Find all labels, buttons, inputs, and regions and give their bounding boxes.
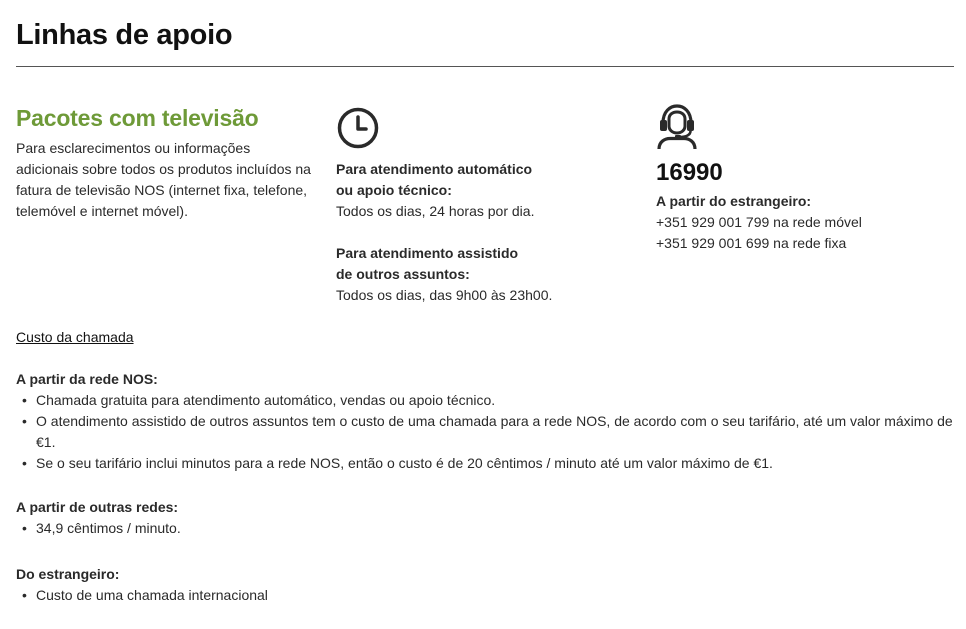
abroad-contact-title: A partir do estrangeiro:: [656, 193, 812, 209]
assisted-service-title-line2: de outros assuntos:: [336, 266, 470, 282]
list-item: • Custo de uma chamada internacional: [16, 585, 956, 606]
list-item: • O atendimento assistido de outros assuntos tem o custo de uma chamada para a rede NOS, de acordo com o seu tarifário, até um valor máximo de €1.: [16, 411, 956, 453]
support-phone-number[interactable]: 16990: [656, 159, 723, 186]
cost-abroad-section: [16, 564, 956, 606]
list-item: • 34,9 cêntimos / minuto.: [16, 518, 956, 539]
list-item: • Se o seu tarifário inclui minutos para a rede NOS, então o custo é de 20 cêntimos / minuto até um valor máximo de €1.: [16, 453, 956, 474]
list-item: • Chamada gratuita para atendimento automático, vendas ou apoio técnico.: [16, 390, 956, 411]
abroad-fixed-number: +351 929 001 699 na rede fixa: [656, 235, 847, 251]
automatic-service-title-line1: Para atendimento automático: [336, 161, 533, 177]
contact-column: [656, 102, 956, 254]
tv-packages-description: Para esclarecimentos ou informações adicionais sobre todos os produtos incluídos na fatura de televisão NOS (internet fixa, telefone, telemóvel e internet móvel).: [16, 140, 311, 219]
assisted-service-hours: Todos os dias, das 9h00 às 23h00.: [336, 287, 553, 303]
abroad-mobile-number: +351 929 001 799 na rede móvel: [656, 214, 862, 230]
tv-packages-title: Pacotes com televisão: [16, 105, 259, 131]
schedule-column: [336, 106, 636, 306]
automatic-service-hours: Todos os dias, 24 horas por dia.: [336, 203, 535, 219]
title-divider: [16, 66, 954, 67]
automatic-service-title-line2: ou apoio técnico:: [336, 182, 452, 198]
clock-icon: [336, 106, 380, 150]
assisted-service-title-line1: Para atendimento assistido: [336, 245, 519, 261]
call-cost-link[interactable]: Custo da chamada: [16, 329, 134, 345]
cost-nos-list: [16, 390, 956, 474]
cost-nos-section: [16, 369, 956, 474]
cost-other-networks-section: [16, 497, 956, 539]
headset-icon: [656, 102, 698, 150]
cost-other-label: A partir de outras redes:: [16, 499, 179, 515]
cost-abroad-label: Do estrangeiro:: [16, 566, 120, 582]
tv-packages-column: [16, 102, 316, 222]
cost-nos-label: A partir da rede NOS:: [16, 371, 158, 387]
cost-other-list: [16, 518, 956, 539]
cost-abroad-list: [16, 585, 956, 606]
page-title: Linhas de apoio: [16, 19, 233, 51]
